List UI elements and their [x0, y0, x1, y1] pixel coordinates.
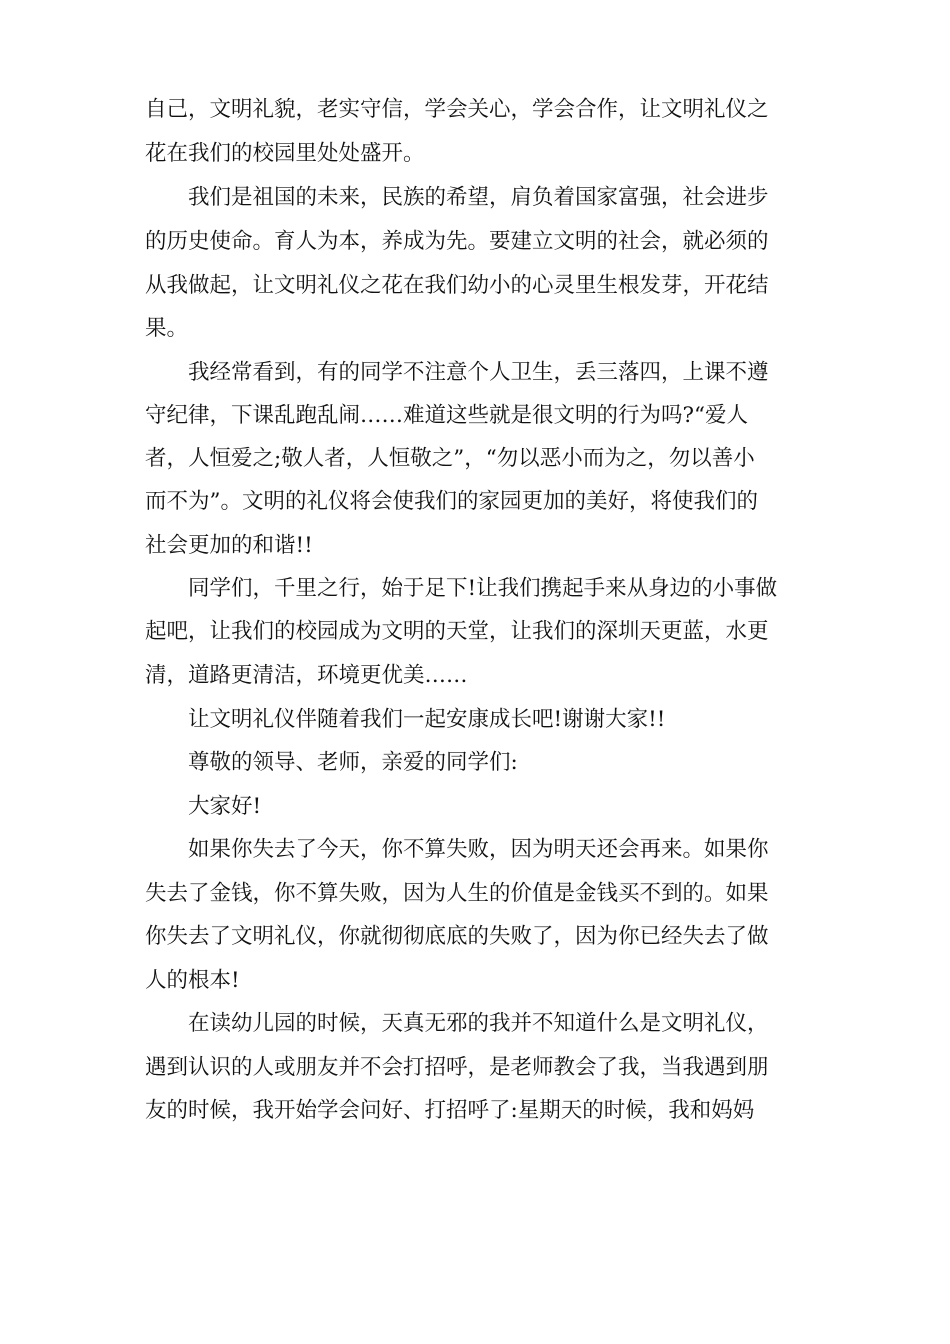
text-line: 遇到认识的人或朋友并不会打招呼，是老师教会了我，当我遇到朋 [145, 1055, 769, 1080]
text-line: 守纪律，下课乱跑乱闹……难道这些就是很文明的行为吗?“爱人 [145, 403, 749, 428]
text-line: 而不为”。文明的礼仪将会使我们的家园更加的美好，将使我们的 [145, 489, 758, 514]
text-line: 花在我们的校园里处处盛开。 [145, 141, 425, 166]
text-line: 如果你失去了今天，你不算失败，因为明天还会再来。如果你 [145, 837, 769, 862]
text-line: 在读幼儿园的时候，天真无邪的我并不知道什么是文明礼仪， [145, 1011, 769, 1036]
text-line: 起吧，让我们的校园成为文明的天堂，让我们的深圳天更蓝，水更 [145, 619, 769, 644]
text-line: 清，道路更清洁，环境更优美…… [145, 663, 468, 688]
text-line: 从我做起，让文明礼仪之花在我们幼小的心灵里生根发芽，开花结 [145, 273, 769, 298]
text-line: 失去了金钱，你不算失败，因为人生的价值是金钱买不到的。如果 [145, 881, 769, 906]
text-line: 自己，文明礼貌，老实守信，学会关心，学会合作，让文明礼仪之 [145, 97, 769, 122]
text-line: 我们是祖国的未来，民族的希望，肩负着国家富强，社会进步 [145, 185, 769, 210]
text-line: 的历史使命。育人为本，养成为先。要建立文明的社会，就必须的 [145, 229, 769, 254]
text-line: 我经常看到，有的同学不注意个人卫生，丢三落四，上课不遵 [145, 360, 769, 385]
text-line: 同学们，千里之行，始于足下!让我们携起手来从身边的小事做 [145, 576, 778, 601]
text-line: 友的时候，我开始学会问好、打招呼了:星期天的时候，我和妈妈 [145, 1098, 755, 1123]
text-line: 社会更加的和谐!! [145, 533, 313, 558]
text-line: 者，人恒爱之;敬人者，人恒敬之”，“勿以恶小而为之，勿以善小 [145, 446, 755, 471]
text-line: 人的根本! [145, 968, 240, 993]
text-line: 你失去了文明礼仪，你就彻彻底底的失败了，因为你已经失去了做 [145, 924, 769, 949]
text-line: 让文明礼仪伴随着我们一起安康成长吧!谢谢大家!! [145, 707, 666, 732]
text-line: 尊敬的领导、老师，亲爱的同学们: [145, 750, 518, 775]
text-line: 大家好! [145, 794, 262, 819]
text-line: 果。 [145, 316, 189, 341]
